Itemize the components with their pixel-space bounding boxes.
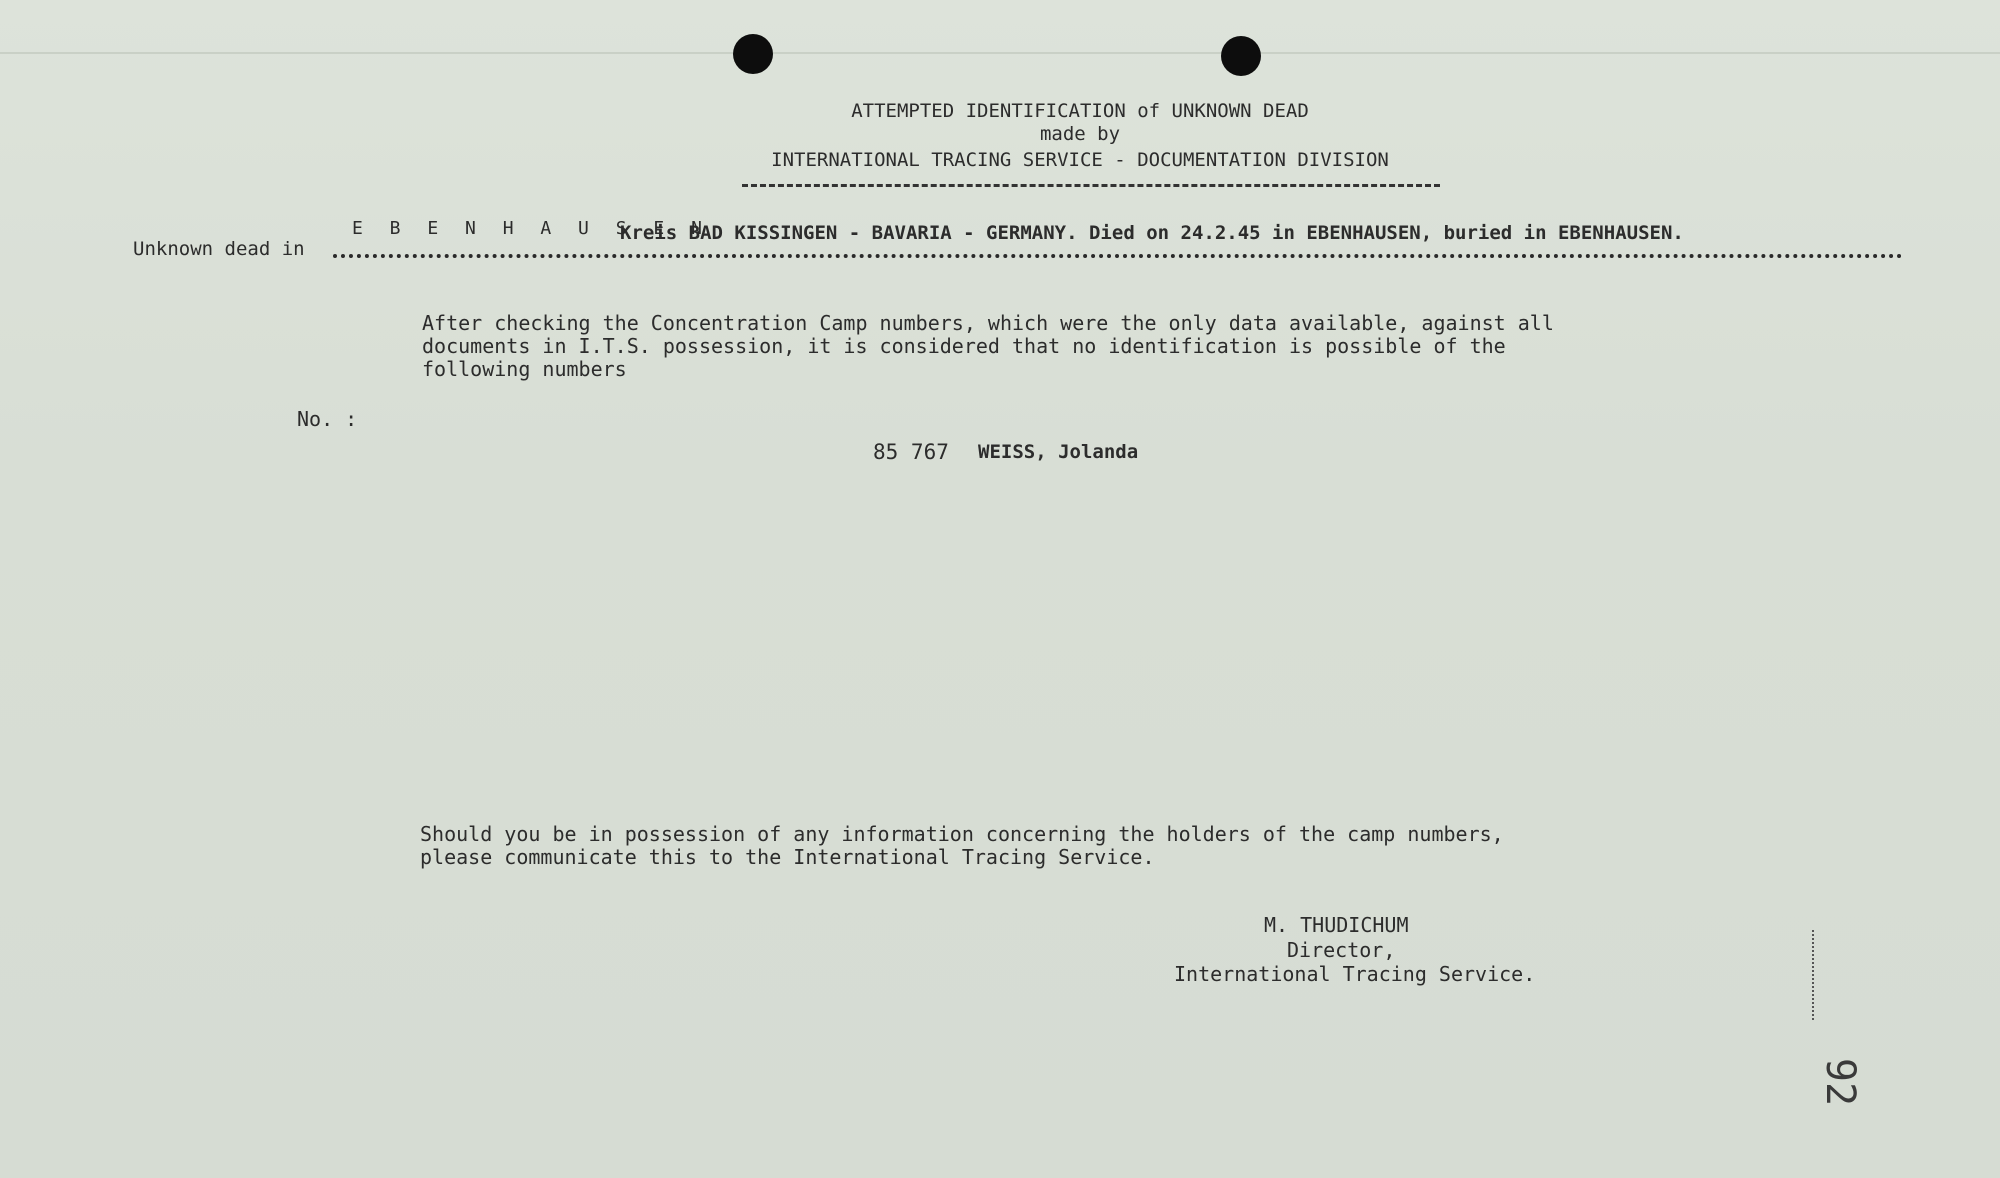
camp-number: 85 767 [873, 440, 949, 464]
signatory-organization: International Tracing Service. [1174, 962, 1536, 986]
location-details: Kreis BAD KISSINGEN - BAVARIA - GERMANY. Died on 24.2.45 in EBENHAUSEN, buried in EBENHAUSEN. [620, 222, 1684, 244]
fold-line [0, 52, 2000, 54]
signatory-name: M. THUDICHUM [1264, 913, 1409, 937]
body-line-3: following numbers [422, 357, 627, 381]
header-subtitle: made by [1039, 123, 1121, 145]
header-title: ATTEMPTED IDENTIFICATION of UNKNOWN DEAD [851, 100, 1309, 122]
closing-line-2: please communicate this to the International Tracing Service. [420, 845, 1155, 869]
dotted-fill-line [333, 254, 1903, 258]
unknown-dead-label: Unknown dead in [133, 238, 305, 260]
punch-hole-right [1221, 36, 1261, 76]
page-number: 92 [1817, 1057, 1864, 1107]
body-line-1: After checking the Concentration Camp numbers, which were the only data available, against all [422, 311, 1554, 335]
edge-marks [1812, 930, 1822, 1020]
location-place: E B E N H A U S E N [352, 218, 710, 239]
header-organization: INTERNATIONAL TRACING SERVICE - DOCUMENTATION DIVISION [771, 149, 1389, 171]
body-line-2: documents in I.T.S. possession, it is considered that no identification is possible of the [422, 334, 1506, 358]
numbers-label: No. : [297, 407, 358, 431]
punch-hole-left [733, 34, 773, 74]
header-underline [742, 184, 1440, 187]
closing-line-1: Should you be in possession of any information concerning the holders of the camp numbers, [420, 822, 1504, 846]
prisoner-name: WEISS, Jolanda [978, 441, 1139, 463]
signatory-title: Director, [1287, 938, 1396, 962]
